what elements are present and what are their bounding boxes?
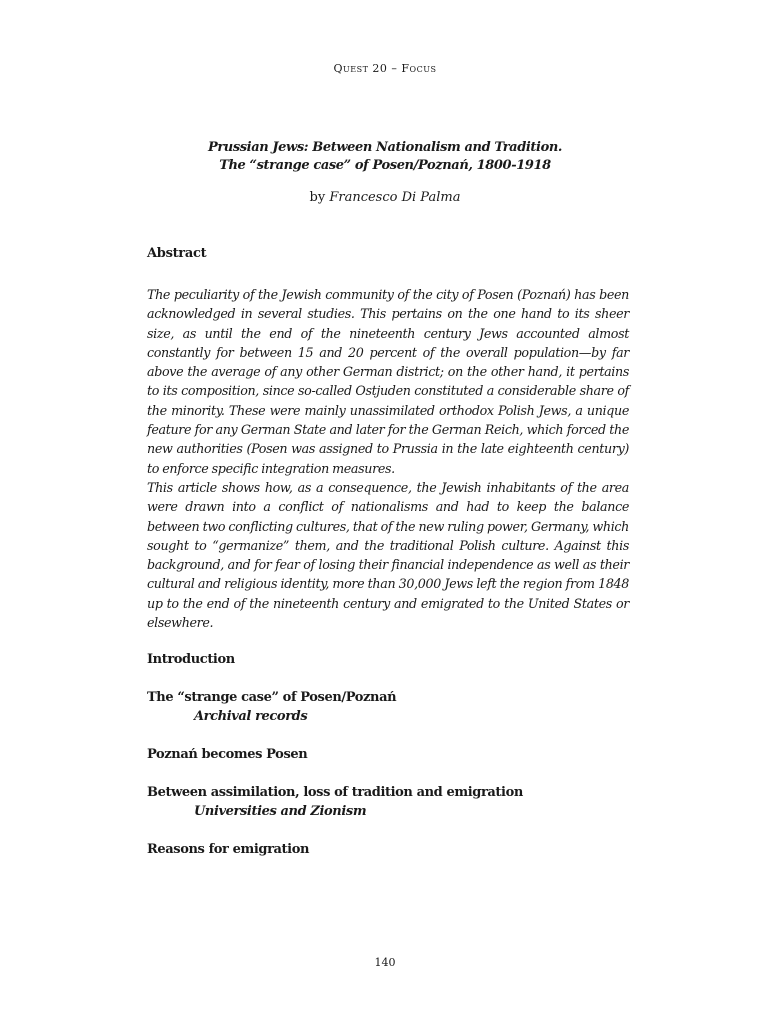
- abstract-paragraph-2: This article shows how, as a consequence, the Jewish inhabitants of the area were drawn into a conflict of nationalisms and had to keep the balance between two conflicting cultures, that of the new ruling power, Germany, which sought to “germanize” them, and the traditional Polish culture. Against this background, and for fear of losing their financial independence as well as their cultural and religious identity, more than 30,000 Jews left the region from 1848 up to the end of the nineteenth century and emigrated to the United States or elsewhere.: [147, 479, 629, 631]
- title-line-1: Prussian Jews: Between Nationalism and Tradition.: [207, 140, 563, 155]
- section-strange-case: The “strange case” of Posen/Poznań: [147, 690, 397, 705]
- page-number: 140: [374, 956, 396, 969]
- abstract-heading: Abstract: [147, 246, 207, 261]
- article-title: [0, 139, 770, 175]
- section-poznan-becomes-posen: Poznań becomes Posen: [147, 747, 308, 762]
- section-introduction: Introduction: [147, 652, 235, 667]
- running-head: Quest 20 – Focus: [333, 62, 437, 75]
- title-line-2: The “strange case” of Posen/Poznań, 1800-1918: [219, 158, 551, 173]
- byline-prefix: by: [309, 190, 326, 205]
- author-name: Francesco Di Palma: [329, 190, 461, 205]
- abstract-paragraph-1: The peculiarity of the Jewish community of the city of Posen (Poznań) has been acknowledged in several studies. This pertains on the one hand to its sheer size, as until the end of the nineteenth century Jews accounted almost constantly for between 15 and 20 percent of the overall population—by far above the average of any other German district; on the other hand, it pertains to its composition, since so-called Ostjuden constituted a considerable share of the minority. These were mainly unassimilated orthodox Polish Jews, a unique feature for any German State and later for the German Reich, which forced the new authorities (Posen was assigned to Prussia in the late eighteenth century) to enforce specific integration measures.: [147, 287, 629, 476]
- subsection-archival-records: Archival records: [194, 709, 308, 724]
- subsection-universities-zionism: Universities and Zionism: [194, 804, 367, 819]
- abstract-body: [147, 285, 629, 632]
- section-reasons-emigration: Reasons for emigration: [147, 842, 310, 857]
- byline: [0, 190, 770, 205]
- section-between-assimilation: Between assimilation, loss of tradition and emigration: [147, 785, 523, 800]
